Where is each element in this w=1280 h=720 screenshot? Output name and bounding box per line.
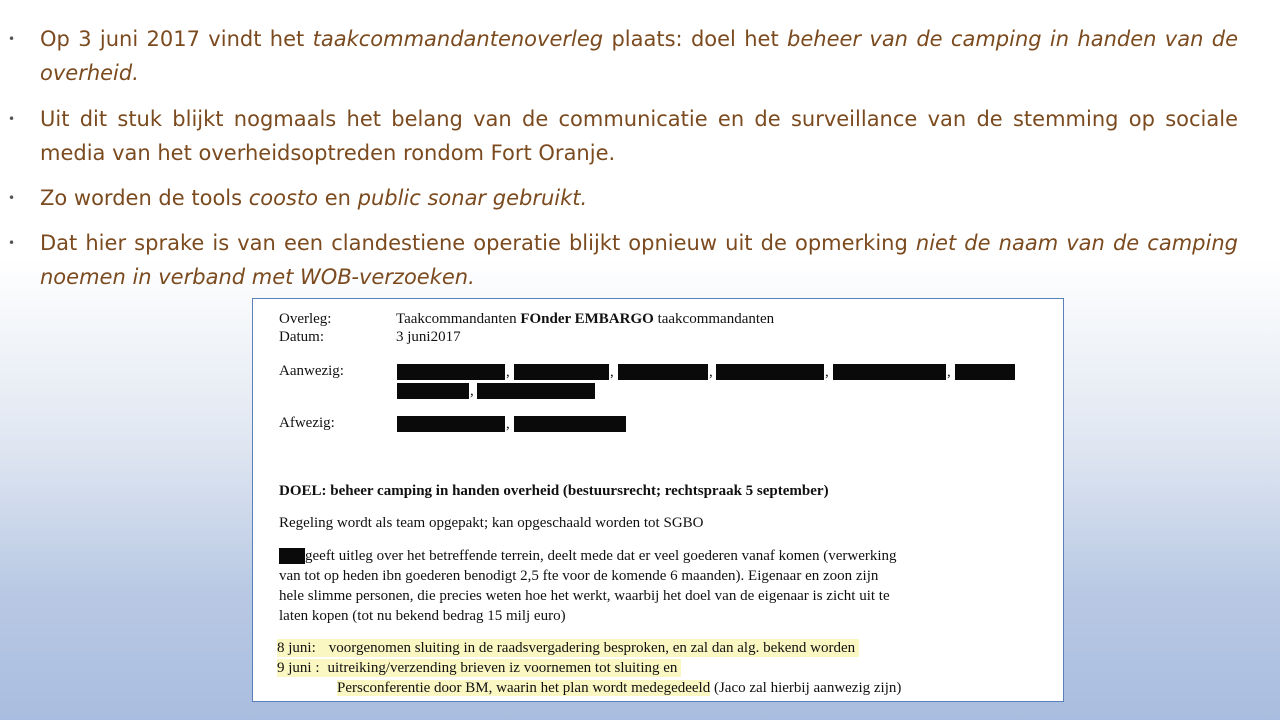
regeling-text: Regeling wordt als team opgepakt; kan opgeschaald worden tot SGBO [279, 515, 704, 531]
bullet-item [8, 102, 1238, 170]
document-scan [252, 298, 1064, 702]
redaction-block [514, 416, 626, 432]
redaction-block [514, 364, 609, 380]
redaction-block [716, 364, 824, 380]
comma: , [610, 364, 614, 380]
overleg-embargo: FOnder EMBARGO [520, 311, 654, 327]
bullet-dot-icon: • [8, 191, 16, 205]
bullet-emphasis: beheer van de camping in handen van de overheid. [40, 27, 1238, 85]
comma: , [825, 364, 829, 380]
overleg-value [396, 310, 774, 328]
bullet-dot-icon: • [8, 112, 16, 126]
bullet-dot-icon: • [8, 32, 16, 46]
datum-label: Datum: [279, 329, 324, 345]
bullet-text: en [318, 186, 358, 210]
redaction-block [618, 364, 708, 380]
bullet-item [8, 22, 1238, 90]
redaction-block [833, 364, 946, 380]
juni8-text: voorgenomen sluiting in de raadsvergadering besproken, en zal dan alg. bekend worden [328, 640, 856, 656]
overleg-text: Taakcommandanten [396, 311, 521, 327]
uitleg-line: geeft uitleg over het betreffende terrein, deelt mede dat er veel goederen vanaf komen (verwerking [305, 548, 897, 564]
uitleg-line: hele slimme personen, die precies weten hoe het werkt, waarbij het doel van de eigenaar is zicht uit te [279, 588, 890, 604]
doel-heading: DOEL: beheer camping in handen overheid (bestuursrecht; rechtspraak 5 september) [279, 483, 829, 499]
juni9-row [277, 659, 681, 677]
persconferentie-text: Persconferentie door BM, waarin het plan wordt medegedeeld [337, 680, 711, 696]
bullet-item [8, 226, 1238, 294]
comma: , [470, 383, 474, 399]
uitleg-line: van tot op heden ibn goederen benodigt 2,5 fte voor de komende 6 maanden). Eigenaar en zoon zijn [279, 568, 879, 584]
overleg-label: Overleg: [279, 311, 332, 327]
redaction-block [397, 364, 505, 380]
bullet-dot-icon: • [8, 236, 16, 250]
bullet-text: Op 3 juni 2017 vindt het [40, 27, 313, 51]
aanwezig-label: Aanwezig: [279, 363, 344, 379]
uitleg-line: laten kopen (tot nu bekend bedrag 15 milj euro) [279, 608, 566, 624]
juni9-label: 9 juni : [277, 660, 320, 676]
bullet-text: Zo worden de tools [40, 186, 249, 210]
persconferentie-note: (Jaco zal hierbij aanwezig zijn) [710, 680, 902, 696]
overleg-text: taakcommandanten [653, 311, 775, 327]
redaction-block [397, 416, 505, 432]
redaction-block [955, 364, 1015, 380]
persconferentie-row [337, 679, 901, 697]
comma: , [506, 416, 510, 432]
comma: , [709, 364, 713, 380]
datum-value: 3 juni2017 [396, 329, 461, 345]
bullet-emphasis: niet de naam van de camping noemen in verband met WOB-verzoeken. [40, 231, 1238, 289]
bullet-emphasis: coosto [248, 186, 319, 210]
bullet-text: plaats: doel het [603, 27, 788, 51]
comma: , [506, 364, 510, 380]
comma: , [947, 364, 951, 380]
bullet-text: Uit dit stuk blijkt nogmaals het belang van de communicatie en de surveillance van de stemming op sociale media van het overheidsoptreden rondom Fort Oranje. [40, 107, 1238, 165]
bullet-emphasis: public sonar gebruikt. [357, 186, 588, 210]
redaction-block [279, 548, 305, 564]
afwezig-label: Afwezig: [279, 415, 335, 431]
redaction-block [477, 383, 595, 399]
juni8-label: 8 juni: [277, 640, 316, 656]
bullet-text: Dat hier sprake is van een clandestiene operatie blijkt opnieuw uit de opmerking [40, 231, 916, 255]
bullet-item [8, 181, 1238, 215]
juni8-row [277, 639, 859, 657]
bullet-emphasis: taakcommandantenoverleg [312, 27, 604, 51]
juni9-text: uitreiking/verzending brieven iz voornemen tot sluiting en [327, 660, 678, 676]
redaction-block [397, 383, 469, 399]
